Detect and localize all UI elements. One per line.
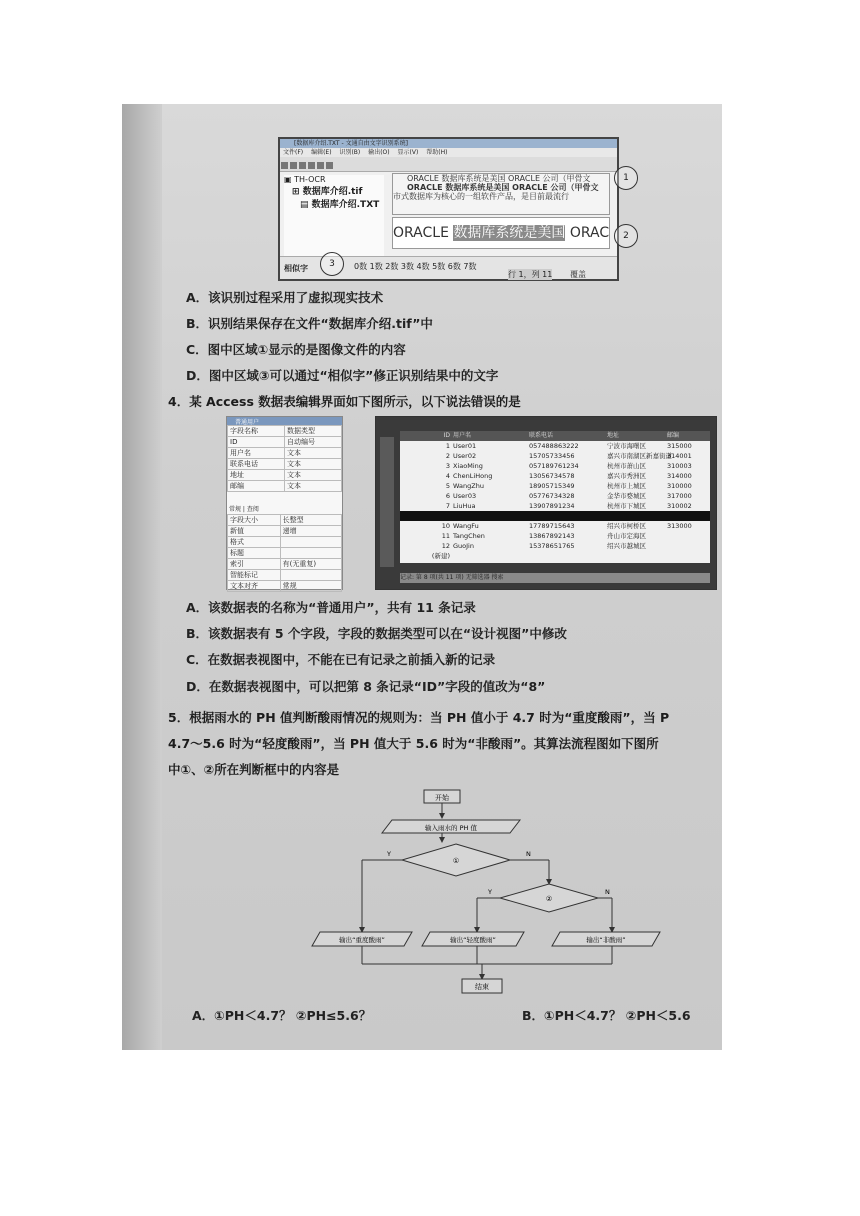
table-cell: 5 bbox=[445, 482, 450, 490]
table-cell: 15705733456 bbox=[529, 452, 575, 460]
table-cell: 057488863222 bbox=[529, 442, 579, 450]
yes-label-2: Y bbox=[488, 888, 492, 896]
recognize-icon bbox=[317, 162, 324, 169]
mode-indicator: 覆盖 bbox=[570, 270, 586, 279]
open-icon bbox=[290, 162, 297, 169]
table-row bbox=[400, 541, 710, 551]
table-row bbox=[400, 451, 710, 461]
table-cell: 15378651765 bbox=[529, 542, 575, 550]
callout-3: 3 bbox=[320, 252, 344, 276]
decision-2-label: ② bbox=[545, 895, 553, 903]
image-line: ORACLE 数据库系统是美国 ORACLE 公司（甲骨文 bbox=[407, 183, 599, 192]
zoom-icon bbox=[326, 162, 333, 169]
table-cell: WangZhu bbox=[453, 482, 484, 490]
callout-1: 1 bbox=[614, 166, 638, 190]
status-label: 相似字 bbox=[284, 264, 308, 273]
decision-1-label: ① bbox=[452, 857, 460, 865]
menu-file: 文件(F) bbox=[283, 149, 304, 156]
prop-value bbox=[280, 548, 341, 559]
prop-name: 索引 bbox=[228, 559, 281, 570]
table-cell: XiaoMing bbox=[453, 462, 483, 470]
nav-pane bbox=[380, 437, 394, 567]
table-cell: 4 bbox=[445, 472, 450, 480]
field-type: 文本 bbox=[285, 459, 342, 470]
datasheet-rows bbox=[400, 441, 710, 563]
cursor-position: 行 1，列 11 bbox=[508, 270, 553, 279]
prop-name: 智能标记 bbox=[228, 570, 281, 581]
prop-value: 有(无重复) bbox=[280, 559, 341, 570]
record-navigator: 记录: 第 8 项(共 11 项) 无筛选器 搜索 bbox=[400, 573, 710, 583]
menu-help: 帮助(H) bbox=[426, 149, 448, 156]
table-cell: GuoJin bbox=[453, 542, 474, 550]
table-row bbox=[400, 471, 710, 481]
q4-option-a: A．该数据表的名称为“普通用户”，共有 11 条记录 bbox=[186, 600, 476, 615]
q4-stem: 4．某 Access 数据表编辑界面如下图所示，以下说法错误的是 bbox=[168, 394, 521, 409]
table-cell: 11 bbox=[441, 532, 450, 540]
table-row bbox=[400, 441, 710, 451]
table-cell: 317000 bbox=[667, 492, 692, 500]
table-row bbox=[400, 461, 710, 471]
q3-option-c: C．图中区域①显示的是图像文件的内容 bbox=[186, 342, 406, 357]
ocr-title: [数据库介绍.TXT - 文通自由文字识别系统] bbox=[280, 139, 617, 148]
col-header: 数据类型 bbox=[285, 426, 342, 437]
ocr-toolbar bbox=[280, 157, 617, 172]
ocr-menubar bbox=[280, 148, 617, 157]
input-label: 输入雨水的 PH 值 bbox=[425, 824, 477, 832]
field-name: 联系电话 bbox=[228, 459, 285, 470]
table-row bbox=[400, 501, 710, 511]
table-cell: 嘉兴市秀洲区 bbox=[607, 472, 646, 480]
design-title-bar: 普通用户 bbox=[227, 417, 342, 425]
table-cell: 杭州市萧山区 bbox=[607, 462, 646, 470]
q5-stem-line2: 4.7～5.6 时为“轻度酸雨”，当 PH 值大于 5.6 时为“非酸雨”。其算法流程图如下图所 bbox=[168, 736, 659, 751]
callout-2: 2 bbox=[614, 224, 638, 248]
q5-option-a: A．①PH＜4.7？ ②PH≤5.6？ bbox=[192, 1008, 372, 1023]
image-pane bbox=[392, 173, 610, 215]
table-cell: WangFu bbox=[453, 522, 479, 530]
flowchart bbox=[282, 786, 682, 1006]
prop-value bbox=[280, 537, 341, 548]
menu-edit: 编辑(E) bbox=[311, 149, 332, 156]
field-list bbox=[227, 425, 342, 492]
prop-name: 格式 bbox=[228, 537, 281, 548]
table-cell: 18905715349 bbox=[529, 482, 575, 490]
output-heavy-label: 输出“重度酸雨” bbox=[339, 936, 385, 944]
table-cell: 310002 bbox=[667, 502, 692, 510]
q5-stem-line1: 5．根据雨水的 PH 值判断酸雨情况的规则为：当 PH 值小于 4.7 时为“重度酸雨”，当 P bbox=[168, 710, 670, 725]
tree-root: ▣ TH-OCR bbox=[284, 175, 326, 184]
menu-recognize: 识别(B) bbox=[339, 149, 361, 156]
table-cell: 057189761234 bbox=[529, 462, 579, 470]
table-cell: LiuHua bbox=[453, 502, 476, 510]
end-label: 结束 bbox=[475, 983, 489, 991]
table-cell: 314001 bbox=[667, 452, 692, 460]
table-cell: 杭州市下城区 bbox=[607, 502, 646, 510]
table-cell: 13056734578 bbox=[529, 472, 575, 480]
yes-label-1: Y bbox=[387, 850, 391, 858]
prop-value: 常规 bbox=[280, 581, 341, 592]
table-cell bbox=[400, 511, 453, 521]
table-cell: User02 bbox=[453, 452, 477, 460]
new-icon bbox=[281, 162, 288, 169]
table-cell bbox=[607, 511, 667, 521]
menu-output: 输出(O) bbox=[368, 149, 390, 156]
table-row bbox=[400, 531, 710, 541]
scan-icon bbox=[308, 162, 315, 169]
table-cell: 310003 bbox=[667, 462, 692, 470]
table-row bbox=[400, 511, 710, 521]
table-design-view bbox=[226, 416, 343, 590]
start-label: 开始 bbox=[435, 794, 449, 802]
table-cell: 13907891234 bbox=[529, 502, 575, 510]
q3-option-d: D．图中区域③可以通过“相似字”修正识别结果中的文字 bbox=[186, 368, 499, 383]
q5-option-b: B．①PH＜4.7？ ②PH＜5.6 bbox=[522, 1008, 691, 1023]
table-cell: 315000 bbox=[667, 442, 692, 450]
new-record-row: (新建) bbox=[431, 552, 450, 560]
text-pane: ORACLE 数据库系统是美国 ORAC bbox=[392, 217, 610, 249]
q4-option-d: D．在数据表视图中，可以把第 8 条记录“ID”字段的值改为“8” bbox=[186, 679, 546, 694]
page-shadow bbox=[122, 104, 162, 1050]
field-name: 邮编 bbox=[228, 481, 285, 492]
field-type: 文本 bbox=[285, 448, 342, 459]
tree-item-txt: ▤ 数据库介绍.TXT bbox=[300, 200, 380, 210]
table-cell bbox=[667, 511, 707, 521]
q3-option-b: B．识别结果保存在文件“数据库介绍.tif”中 bbox=[186, 316, 433, 331]
tree-item-tif: ⊞ 数据库介绍.tif bbox=[292, 187, 363, 197]
table-cell: 7 bbox=[445, 502, 450, 510]
table-cell: 17789715643 bbox=[529, 522, 575, 530]
table-cell: 313000 bbox=[667, 522, 692, 530]
table-cell: User03 bbox=[453, 492, 477, 500]
table-cell: 314000 bbox=[667, 472, 692, 480]
field-properties: 常规 | 查阅 字段大小 长整型 新值 递增 格式 标题 索引 有(无重复) 智能标记 文本对齐 常规 bbox=[227, 503, 342, 592]
prop-value bbox=[280, 570, 341, 581]
table-cell: 1 bbox=[445, 442, 450, 450]
field-type: 文本 bbox=[285, 481, 342, 492]
menu-view: 显示(V) bbox=[397, 149, 419, 156]
image-line: ORACLE 数据库系统是美国 ORACLE 公司（甲骨文 bbox=[407, 174, 591, 183]
field-type: 文本 bbox=[285, 470, 342, 481]
table-cell: 舟山市定海区 bbox=[607, 532, 646, 540]
table-cell: 310000 bbox=[667, 482, 692, 490]
no-label-2: N bbox=[605, 888, 610, 896]
field-name: 用户名 bbox=[228, 448, 285, 459]
tab-lookup: 查阅 bbox=[246, 506, 259, 513]
q5-stem-line3: 中①、②所在判断框中的内容是 bbox=[168, 762, 340, 777]
output-light-label: 输出“轻度酸雨” bbox=[450, 936, 496, 944]
table-cell bbox=[667, 531, 707, 541]
datasheet-view bbox=[375, 416, 717, 590]
table-cell bbox=[667, 541, 707, 551]
prop-name: 字段大小 bbox=[228, 515, 281, 526]
table-cell: 绍兴市柯桥区 bbox=[607, 522, 646, 530]
table-cell: 金华市婺城区 bbox=[607, 492, 646, 500]
datasheet-header: ID 用户名 联系电话 地址 邮编 bbox=[400, 431, 710, 441]
save-icon bbox=[299, 162, 306, 169]
similar-char-list: 0数 1数 2数 3数 4数 5数 6数 7数 bbox=[354, 262, 477, 271]
prop-name: 新值 bbox=[228, 526, 281, 537]
image-line: 市式数据库为核心的一组软件产品，是目前最流行 bbox=[393, 192, 569, 201]
table-cell: ChenLiHong bbox=[453, 472, 493, 480]
tab-general: 常规 bbox=[229, 506, 242, 513]
field-type: 自动编号 bbox=[285, 437, 342, 448]
prop-value: 长整型 bbox=[280, 515, 341, 526]
table-row bbox=[400, 491, 710, 501]
table-cell: 杭州市上城区 bbox=[607, 482, 646, 490]
col-header: 字段名称 bbox=[228, 426, 285, 437]
prop-name: 标题 bbox=[228, 548, 281, 559]
q4-option-c: C．在数据表视图中，不能在已有记录之前插入新的记录 bbox=[186, 652, 496, 667]
q3-option-a: A．该识别过程采用了虚拟现实技术 bbox=[186, 290, 384, 305]
field-name: ID bbox=[228, 437, 285, 448]
prop-value: 递增 bbox=[280, 526, 341, 537]
table-row bbox=[400, 521, 710, 531]
q4-option-b: B．该数据表有 5 个字段，字段的数据类型可以在“设计视图”中修改 bbox=[186, 626, 567, 641]
table-cell bbox=[529, 511, 607, 521]
table-cell: 6 bbox=[445, 492, 450, 500]
table-row bbox=[400, 481, 710, 491]
table-cell: 10 bbox=[441, 522, 450, 530]
table-cell: 嘉兴市南湖区新嘉街道 bbox=[607, 452, 672, 460]
no-label-1: N bbox=[526, 850, 531, 858]
table-cell: TangChen bbox=[453, 532, 485, 540]
table-cell: 05776734328 bbox=[529, 492, 575, 500]
table-cell: 12 bbox=[441, 542, 450, 550]
table-cell: 2 bbox=[445, 452, 450, 460]
prop-name: 文本对齐 bbox=[228, 581, 281, 592]
table-cell: 3 bbox=[445, 462, 450, 470]
table-cell: 绍兴市越城区 bbox=[607, 542, 646, 550]
table-cell: 13867892143 bbox=[529, 532, 575, 540]
table-cell: User01 bbox=[453, 442, 477, 450]
field-name: 地址 bbox=[228, 470, 285, 481]
table-cell: 宁波市海曙区 bbox=[607, 442, 646, 450]
exam-page bbox=[122, 104, 722, 1050]
similar-char-highlight: 数据库系统是美国 bbox=[453, 225, 566, 241]
output-none-label: 输出“非酸雨” bbox=[586, 936, 626, 944]
table-cell bbox=[453, 511, 529, 521]
file-tree bbox=[284, 175, 384, 259]
